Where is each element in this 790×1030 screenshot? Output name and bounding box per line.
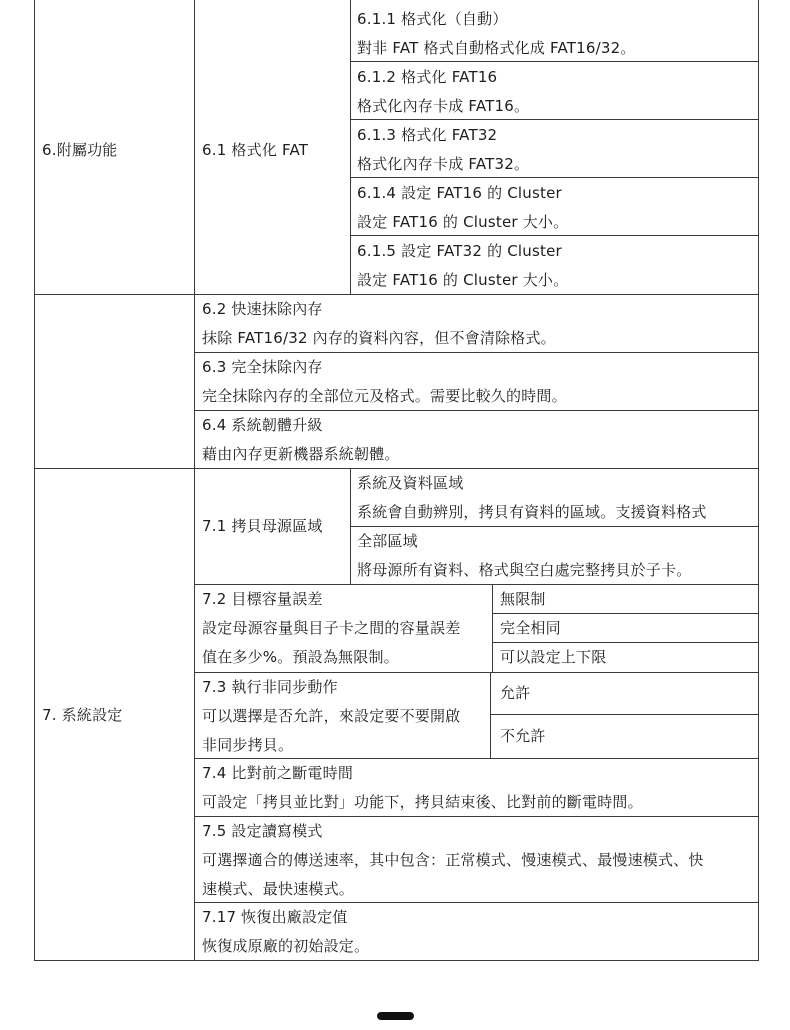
item-desc: 非同步拷貝。 bbox=[202, 736, 294, 754]
item-desc: 格式化內存卡成 FAT32。 bbox=[357, 155, 530, 173]
item-title: 6.1.2 格式化 FAT16 bbox=[357, 68, 498, 86]
option-title: 系統及資料區域 bbox=[357, 474, 464, 492]
column-divider-2-top bbox=[350, 0, 351, 294]
row-divider bbox=[194, 902, 759, 903]
row-divider bbox=[194, 758, 759, 759]
item-desc: 設定母源容量與目子卡之間的容量誤差 bbox=[202, 619, 461, 637]
row-divider bbox=[350, 119, 758, 120]
item-desc: 可以選擇是否允許，來設定要不要開啟 bbox=[202, 707, 461, 725]
option-value: 無限制 bbox=[500, 590, 546, 608]
item-title: 6.1.1 格式化（自動） bbox=[357, 10, 508, 28]
item-desc: 格式化內存卡成 FAT16。 bbox=[357, 97, 530, 115]
section-divider bbox=[34, 468, 759, 469]
item-title: 7.4 比對前之斷電時間 bbox=[202, 764, 354, 782]
item-title: 7.2 目標容量誤差 bbox=[202, 590, 323, 608]
section-divider bbox=[34, 294, 759, 295]
row-divider bbox=[350, 235, 758, 236]
item-title: 6.3 完全抹除內存 bbox=[202, 358, 323, 376]
row-divider bbox=[490, 714, 758, 715]
item-title: 7.17 恢復出廠設定值 bbox=[202, 908, 348, 926]
section-label-7: 7. 系統設定 bbox=[42, 706, 123, 724]
copy-area-label: 7.1 拷貝母源區域 bbox=[202, 517, 323, 535]
item-desc: 可選擇適合的傳送速率，其中包含：正常模式、慢速模式、最慢速模式、快 bbox=[202, 851, 704, 869]
row-divider bbox=[194, 410, 759, 411]
row-divider bbox=[194, 672, 759, 673]
table-border-left bbox=[34, 0, 35, 961]
format-group-label: 6.1 格式化 FAT bbox=[202, 141, 309, 159]
home-indicator[interactable] bbox=[377, 1012, 414, 1020]
row-divider bbox=[492, 613, 758, 614]
item-desc: 速模式、最快速模式。 bbox=[202, 880, 355, 898]
column-divider-3b bbox=[490, 672, 491, 758]
option-value: 允許 bbox=[500, 684, 531, 702]
item-title: 7.3 執行非同步動作 bbox=[202, 678, 338, 696]
item-title: 6.1.5 設定 FAT32 的 Cluster bbox=[357, 242, 562, 260]
option-desc: 將母源所有資料、格式與空白處完整拷貝於子卡。 bbox=[357, 561, 692, 579]
row-divider bbox=[350, 526, 758, 527]
item-title: 6.4 系統韌體升級 bbox=[202, 416, 323, 434]
column-divider-3a bbox=[492, 584, 493, 672]
option-value: 不允許 bbox=[500, 727, 546, 745]
section-label-6: 6.附屬功能 bbox=[42, 141, 118, 159]
table-border-bottom bbox=[34, 960, 759, 961]
item-title: 6.1.3 格式化 FAT32 bbox=[357, 126, 498, 144]
item-desc: 值在多少%。預設為無限制。 bbox=[202, 648, 399, 666]
row-divider bbox=[350, 177, 758, 178]
item-title: 6.2 快速抹除內存 bbox=[202, 300, 323, 318]
option-desc: 系統會自動辨別，拷貝有資料的區域。支援資料格式 bbox=[357, 503, 707, 521]
item-desc: 藉由內存更新機器系統韌體。 bbox=[202, 445, 400, 463]
item-title: 6.1.4 設定 FAT16 的 Cluster bbox=[357, 184, 562, 202]
item-desc: 完全抹除內存的全部位元及格式。需要比較久的時間。 bbox=[202, 387, 567, 405]
row-divider bbox=[194, 816, 759, 817]
row-divider bbox=[492, 642, 758, 643]
row-divider bbox=[194, 584, 759, 585]
item-desc: 抹除 FAT16/32 內存的資料內容，但不會清除格式。 bbox=[202, 329, 556, 347]
option-title: 全部區域 bbox=[357, 532, 418, 550]
row-divider bbox=[194, 352, 759, 353]
row-divider bbox=[350, 61, 758, 62]
item-desc: 恢復成原廠的初始設定。 bbox=[202, 937, 370, 955]
item-desc: 設定 FAT16 的 Cluster 大小。 bbox=[357, 271, 569, 289]
option-value: 完全相同 bbox=[500, 619, 561, 637]
item-desc: 可設定「拷貝並比對」功能下，拷貝結束後、比對前的斷電時間。 bbox=[202, 793, 643, 811]
item-desc: 設定 FAT16 的 Cluster 大小。 bbox=[357, 213, 569, 231]
option-value: 可以設定上下限 bbox=[500, 648, 607, 666]
item-desc: 對非 FAT 格式自動格式化成 FAT16/32。 bbox=[357, 39, 636, 57]
item-title: 7.5 設定讀寫模式 bbox=[202, 822, 323, 840]
